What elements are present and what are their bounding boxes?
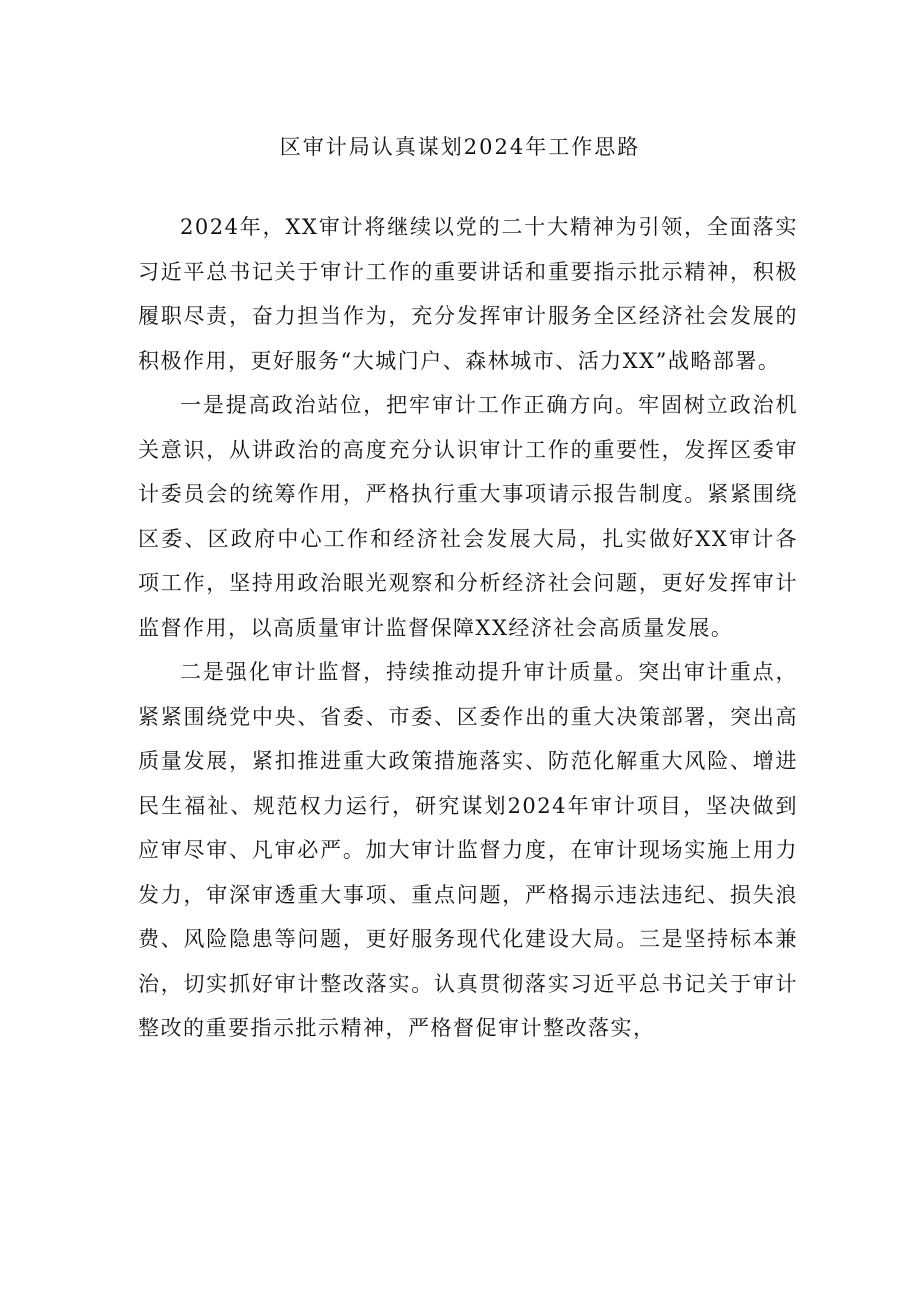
- document-title: 区审计局认真谋划2024年工作思路: [279, 135, 641, 159]
- document-body: [138, 205, 798, 1051]
- paragraph-political-stance: 一是提高政治站位，把牢审计工作正确方向。牢固树立政治机关意识，从讲政治的高度充分认识审计工作的重要性，发挥区委审计委员会的统筹作用，严格执行重大事项请示报告制度。紧紧围绕区委、区政府中心工作和经济社会发展大局，扎实做好XX审计各项工作，坚持用政治眼光观察和分析经济社会问题，更好发挥审计监督作用，以高质量审计监督保障XX经济社会高质量发展。: [138, 393, 798, 640]
- paragraph-audit-supervision: 二是强化审计监督，持续推动提升审计质量。突出审计重点，紧紧围绕党中央、省委、市委、区委作出的重大决策部署，突出高质量发展，紧扣推进重大政策措施落实、防范化解重大风险、增进民生福祉、规范权力运行，研究谋划2024年审计项目，坚决做到应审尽审、凡审必严。加大审计监督力度，在审计现场实施上用力发力，审深审透重大事项、重点问题，严格揭示违法违纪、损失浪费、风险隐患等问题，更好服务现代化建设大局。三是坚持标本兼治，切实抓好审计整改落实。认真贯彻落实习近平总书记关于审计整改的重要指示批示精神，严格督促审计整改落实，: [138, 660, 798, 1040]
- paragraph-intro: 2024年，XX审计将继续以党的二十大精神为引领，全面落实习近平总书记关于审计工作的重要讲话和重要指示批示精神，积极履职尽责，奋力担当作为，充分发挥审计服务全区经济社会发展的积极作用，更好服务“大城门户、森林城市、活力XX”战略部署。: [138, 215, 798, 373]
